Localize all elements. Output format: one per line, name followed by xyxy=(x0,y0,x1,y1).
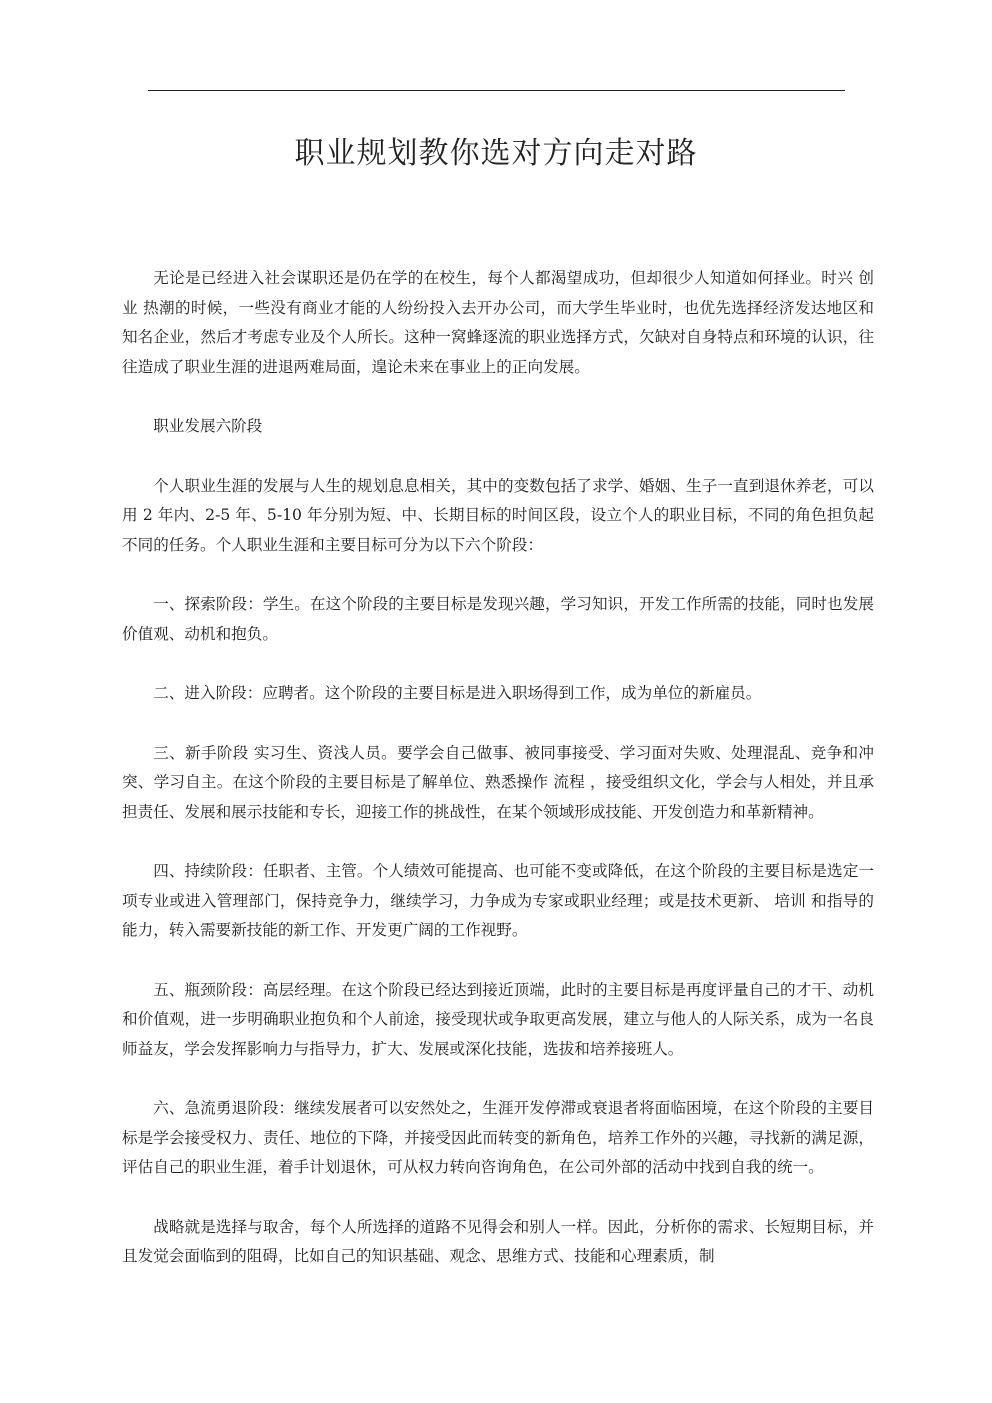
paragraph-stage-3: 三、新手阶段 实习生、资浅人员。要学会自己做事、被同事接受、学习面对失败、处理混乱、竞争和冲突、学习自主。在这个阶段的主要目标是了解单位、熟悉操作 流程 ，接受组织文化，学会与人相处，并且承担责任、发展和展示技能和专长，迎接工作的挑战性，在某个领域形成技能、开发创造力和革新精神。 xyxy=(122,743,874,821)
paragraph-overview: 个人职业生涯的发展与人生的规划息息相关，其中的变数包括了求学、婚姻、生子一直到退休养老，可以用 2 年内、2-5 年、5-10 年分别为短、中、长期目标的时间区段，设立个人的职业目标，不同的角色担负起不同的任务。个人职业生涯和主要目标可分为以下六个阶段： xyxy=(122,476,874,554)
paragraph-stage-6: 六、急流勇退阶段：继续发展者可以安然处之，生涯开发停滞或衰退者将面临困境，在这个阶段的主要目标是学会接受权力、责任、地位的下降，并接受因此而转变的新角色，培养工作外的兴趣，寻找新的满足源，评估自己的职业生涯，着手计划退休，可从权力转向咨询角色，在公司外部的活动中找到自我的统一。 xyxy=(122,1099,874,1176)
paragraph-stage-2: 二、进入阶段：应聘者。这个阶段的主要目标是进入职场得到工作，成为单位的新雇员。 xyxy=(153,684,762,702)
document-title: 职业规划教你选对方向走对路 xyxy=(294,136,698,171)
paragraph-stage-4: 四、持续阶段：任职者、主管。个人绩效可能提高、也可能不变或降低，在这个阶段的主要目标是选定一项专业或进入管理部门，保持竞争力，继续学习，力争成为专家或职业经理；或是技术更新、 培训 和指导的能力，转入需要新技能的新工作、开发更广阔的工作视野。 xyxy=(122,862,874,939)
paragraph-stage-1: 一、探索阶段：学生。在这个阶段的主要目标是发现兴趣，学习知识，开发工作所需的技能，同时也发展价值观、动机和抱负。 xyxy=(122,595,874,643)
section-heading: 职业发展六阶段 xyxy=(153,417,263,435)
paragraph-stage-5: 五、瓶颈阶段：高层经理。在这个阶段已经达到接近顶端，此时的主要目标是再度评量自己的才干、动机和价值观，进一步明确职业抱负和个人前途，接受现状或争取更高发展，建立与他人的人际关系，成为一名良师益友，学会发挥影响力与指导力，扩大、发展或深化技能，选拔和培养接班人。 xyxy=(122,980,874,1058)
header-rule xyxy=(148,90,845,91)
paragraph-strategy: 战略就是选择与取舍，每个人所选择的道路不见得会和别人一样。因此，分析你的需求、长短期目标，并且发觉会面临到的阻碍，比如自己的知识基础、观念、思维方式、技能和心理素质，制 xyxy=(122,1217,874,1265)
paragraph-intro: 无论是已经进入社会谋职还是仍在学的在校生，每个人都渴望成功，但却很少人知道如何择业。时兴 创业 热潮的时候，一些没有商业才能的人纷纷投入去开办公司，而大学生毕业时，也优先选择经济发达地区和知名企业，然后才考虑专业及个人所长。这种一窝蜂逐流的职业选择方式，欠缺对自身特点和环境的认识，往往造成了职业生涯的进退两难局面，遑论未来在事业上的正向发展。 xyxy=(122,269,874,376)
document-body xyxy=(122,264,874,1302)
